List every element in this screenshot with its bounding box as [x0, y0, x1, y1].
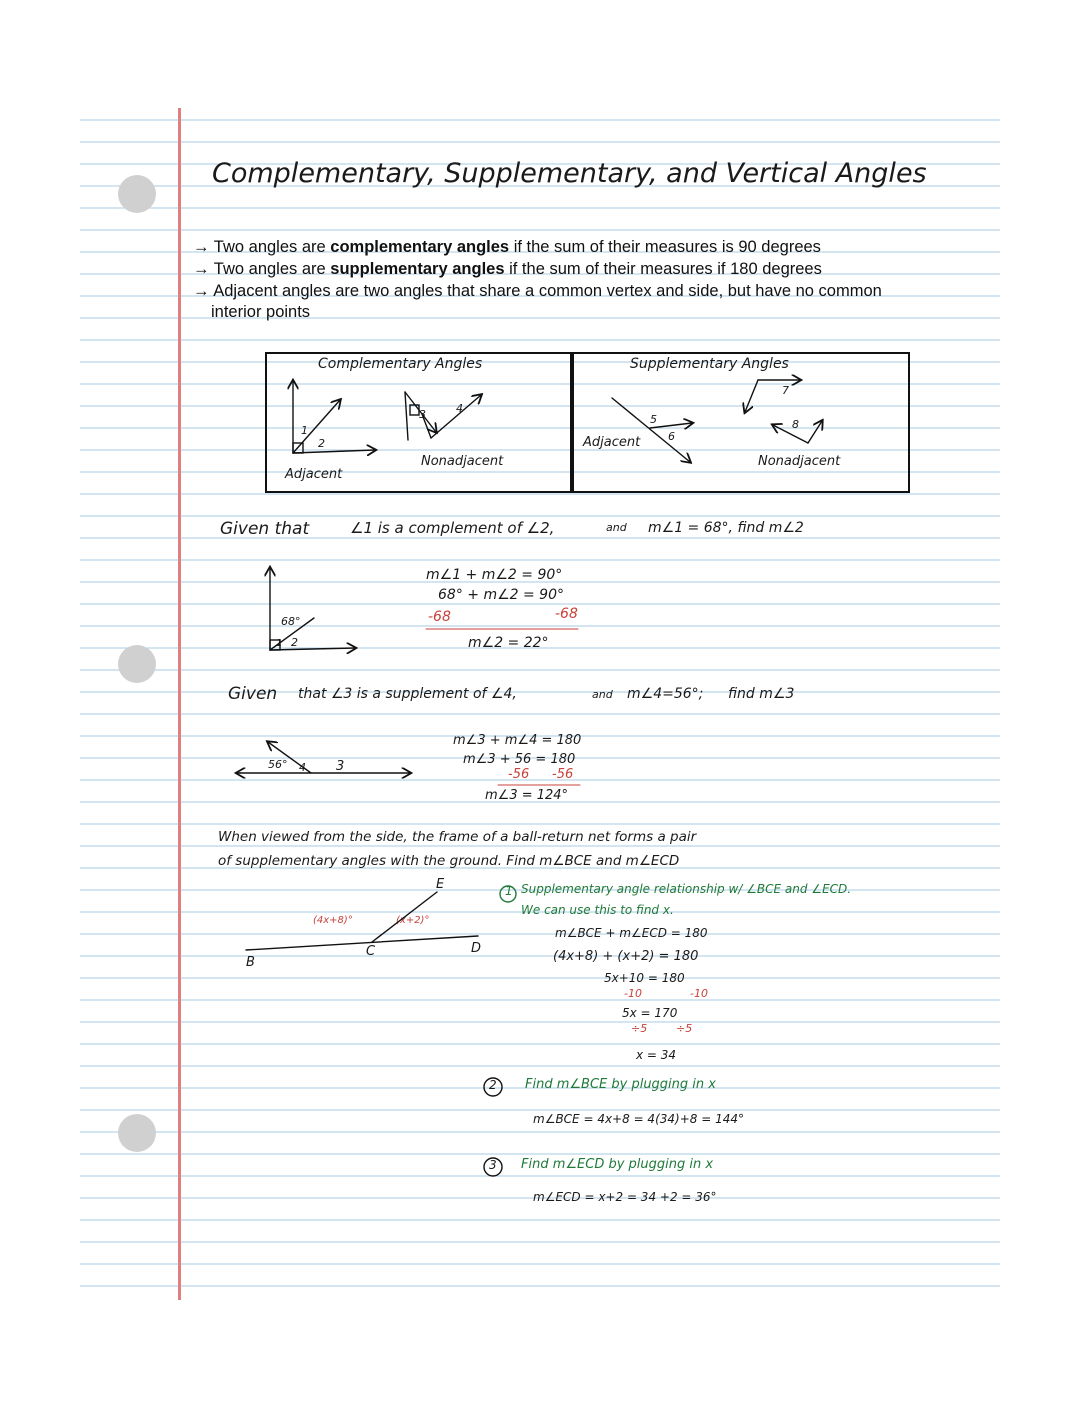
example1-angle-label: 68°: [281, 615, 301, 628]
step1-equation: 5x+10 = 180: [604, 971, 685, 985]
point-label-c: C: [366, 944, 376, 959]
step2-equation: m∠BCE = 4x+8 = 4(34)+8 = 144°: [533, 1112, 744, 1126]
supplementary-nonadjacent-diagram: [745, 380, 822, 443]
example1-subtract-right: -68: [555, 606, 578, 622]
adjacent-label: Adjacent: [583, 435, 641, 450]
example2-and: and: [592, 688, 613, 701]
complementary-adjacent-diagram: [293, 381, 375, 453]
arrow-icon: →: [193, 238, 210, 256]
arrow-icon: →: [193, 282, 210, 300]
step1-subtract-right: -10: [690, 987, 708, 1000]
definition-complementary: → Two angles are complementary angles if the sum of their measures is 90 degrees: [193, 238, 821, 256]
example3-diagram: [246, 892, 478, 950]
example1-step: 68° + m∠2 = 90°: [438, 587, 564, 603]
point-label-e: E: [436, 877, 445, 892]
definition-supplementary: → Two angles are supplementary angles if the sum of their measures if 180 degrees: [193, 260, 822, 278]
angle-number: 7: [782, 384, 789, 397]
angle-number: 8: [792, 418, 799, 431]
definition-adjacent: → Adjacent angles are two angles that share a common vertex and side, but have no common: [193, 282, 882, 300]
point-label-d: D: [471, 941, 482, 956]
step1-subtract-left: -10: [624, 987, 642, 1000]
example2-step: m∠3 + m∠4 = 180: [453, 733, 582, 748]
page-title: Complementary, Supplementary, and Vertical Angles: [212, 158, 927, 189]
supplementary-adjacent-diagram: [612, 398, 692, 462]
angle-number: 2: [318, 437, 325, 450]
step1-equation: 5x = 170: [622, 1006, 678, 1020]
angle-expression-ecd: (x+2)°: [396, 915, 430, 926]
angle-number: 6: [668, 430, 675, 443]
step1-circle: [500, 886, 516, 902]
step3-number: 3: [489, 1158, 497, 1172]
angle-number: 4: [456, 402, 463, 415]
complementary-box-title: Complementary Angles: [318, 356, 483, 372]
step3-circle: [484, 1158, 502, 1176]
angle-number: 3: [419, 408, 426, 421]
adjacent-label: Adjacent: [285, 467, 343, 482]
example2-statement: that ∠3 is a supplement of ∠4,: [298, 686, 517, 702]
example1-step: m∠1 + m∠2 = 90°: [426, 567, 563, 583]
step2-number: 2: [489, 1078, 497, 1092]
example3-problem-line2: of supplementary angles with the ground. Find m∠BCE and m∠ECD: [218, 853, 680, 869]
angle-number: 1: [276, 638, 283, 649]
nonadjacent-label: Nonadjacent: [421, 454, 504, 469]
complementary-nonadjacent-diagram: [405, 392, 481, 440]
step1-solution: x = 34: [636, 1048, 677, 1062]
angle-number: 4: [299, 761, 306, 774]
example1-diagram: [270, 568, 355, 650]
angle-expression-bce: (4x+8)°: [313, 915, 353, 926]
step1-equation: m∠BCE + m∠ECD = 180: [555, 926, 708, 940]
step3-title: Find m∠ECD by plugging in x: [521, 1157, 714, 1172]
example2-subtract-right: -56: [552, 767, 574, 782]
example1-result: m∠2 = 22°: [468, 635, 549, 651]
step1-divide-left: ÷5: [631, 1022, 648, 1035]
example3-problem-line1: When viewed from the side, the frame of a ball-return net forms a pair: [218, 829, 697, 845]
example2-diagram: [237, 742, 410, 773]
arrow-icon: →: [193, 260, 210, 278]
angle-number: 3: [336, 759, 345, 774]
example1-subtract-left: -68: [428, 609, 451, 625]
step2-title: Find m∠BCE by plugging in x: [525, 1077, 716, 1092]
definition-adjacent-continuation: interior points: [211, 303, 311, 321]
angle-number: 2: [291, 636, 298, 649]
step2-circle: [484, 1078, 502, 1096]
example2-result: m∠3 = 124°: [485, 788, 569, 803]
example1-given: Given that: [220, 519, 310, 539]
example1-statement: ∠1 is a complement of ∠2,: [350, 519, 555, 537]
step1-subtitle: We can use this to find x.: [521, 903, 674, 917]
supplementary-box-title: Supplementary Angles: [630, 356, 789, 372]
example2-condition: m∠4=56°;: [627, 686, 704, 702]
angle-number: 5: [650, 413, 657, 426]
step1-number: 1: [505, 884, 513, 898]
example2-angle-label: 56°: [268, 758, 288, 771]
example2-find: find m∠3: [728, 686, 795, 702]
example2-subtract-left: -56: [508, 767, 530, 782]
step1-title: Supplementary angle relationship w/ ∠BCE and ∠ECD.: [521, 882, 852, 896]
nonadjacent-label: Nonadjacent: [758, 454, 841, 469]
example2-step: m∠3 + 56 = 180: [463, 752, 576, 767]
example1-and: and: [606, 521, 627, 534]
step3-equation: m∠ECD = x+2 = 34 +2 = 36°: [533, 1190, 717, 1204]
point-label-b: B: [246, 955, 255, 970]
step1-equation: (4x+8) + (x+2) = 180: [553, 949, 699, 964]
example2-given: Given: [228, 684, 278, 704]
example1-condition: m∠1 = 68°, find m∠2: [648, 520, 804, 536]
step1-divide-right: ÷5: [676, 1022, 693, 1035]
angle-number: 1: [301, 424, 308, 437]
